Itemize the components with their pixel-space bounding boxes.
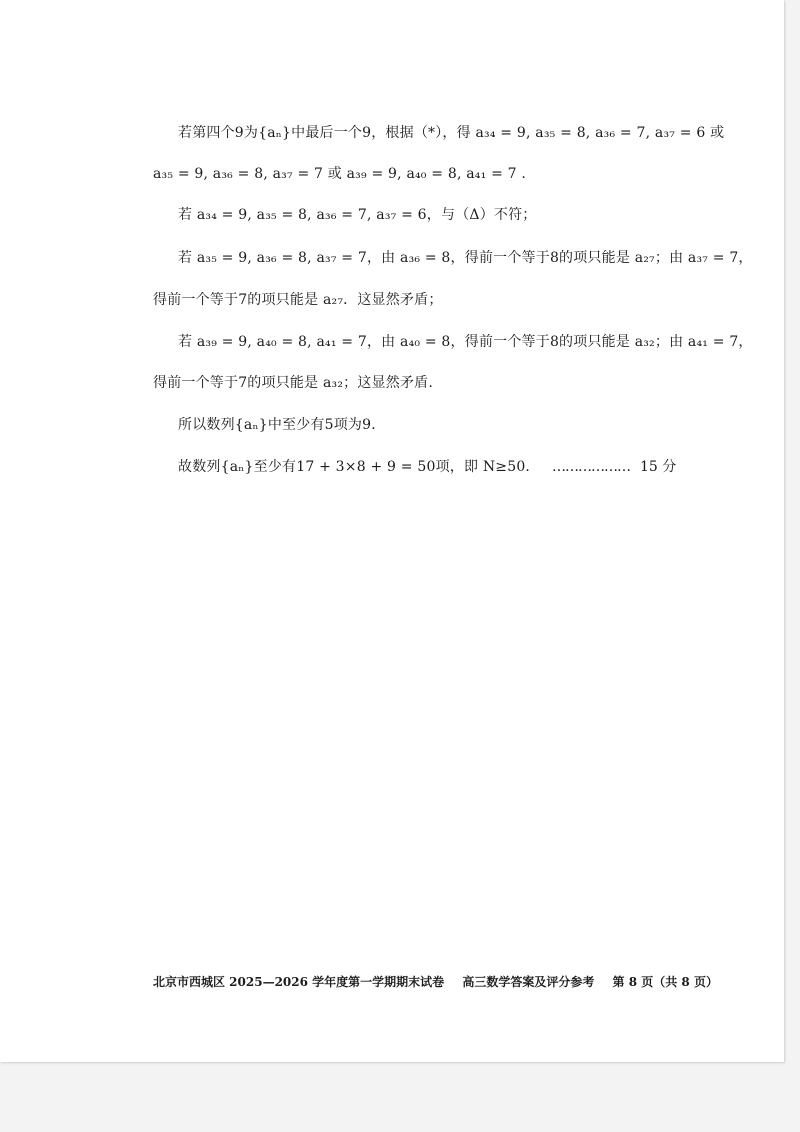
text-line-8: 所以数列{aₙ}中至少有5项为9．	[178, 417, 386, 433]
score-dots: ………………	[552, 459, 630, 475]
text-line-1: 若第四个9为{aₙ}中最后一个9，根据（*），得 a₃₄ = 9, a₃₅ = 8, a₃₆ = 7, a₃₇ = 6 或	[178, 125, 725, 141]
text-line-6: 若 a₃₉ = 9, a₄₀ = 8, a₄₁ = 7，由 a₄₀ = 8，得前一个等于8的项只能是 a₃₂；由 a₄₁ = 7，	[178, 334, 753, 350]
score-label: 15 分	[640, 459, 677, 475]
text-line-3: 若 a₃₄ = 9, a₃₅ = 8, a₃₆ = 7, a₃₇ = 6，与（Δ）不符；	[178, 207, 537, 223]
score-marker	[552, 456, 676, 476]
footer-doc-type: 高三数学答案及评分参考	[462, 975, 595, 989]
text-line-4: 若 a₃₅ = 9, a₃₆ = 8, a₃₇ = 7，由 a₃₆ = 8，得前一个等于8的项只能是 a₂₇；由 a₃₇ = 7，	[178, 250, 753, 266]
text-line-9: 故数列{aₙ}至少有17 + 3×8 + 9 = 50项，即 N≥50．	[178, 459, 540, 475]
text-line-7: 得前一个等于7的项只能是 a₃₂；这显然矛盾.	[153, 375, 433, 391]
page-footer	[153, 973, 732, 990]
text-line-2: a₃₅ = 9, a₃₆ = 8, a₃₇ = 7 或 a₃₉ = 9, a₄₀ = 8, a₄₁ = 7 .	[153, 166, 527, 182]
footer-exam-title: 北京市西城区 2025—2026 学年度第一学期期末试卷	[153, 975, 445, 989]
text-line-5: 得前一个等于7的项只能是 a₂₇．这显然矛盾；	[153, 292, 443, 308]
footer-page-info: 第 8 页（共 8 页）	[612, 975, 718, 989]
